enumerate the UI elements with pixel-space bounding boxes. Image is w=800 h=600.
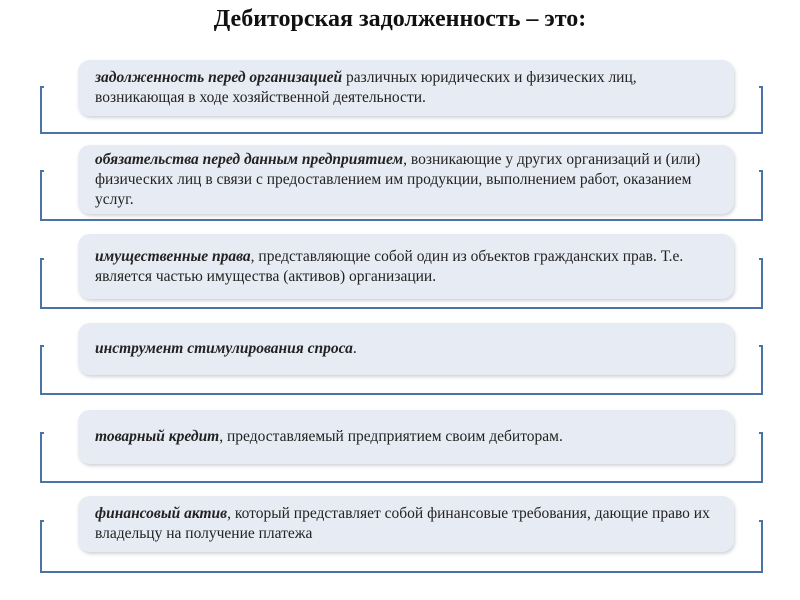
definition-card [78,410,734,464]
definition-card [78,234,734,299]
definition-term: имущественные права [95,247,251,265]
definition-description: , представляющие собой один из объектов гражданских прав. Т.е. является частью имущества (активов) организации. [95,247,684,285]
definition-description: . [352,340,357,357]
definition-term: финансовый актив [95,505,228,522]
definition-text [95,68,720,108]
definition-term: обязательства перед данным предприятием [95,150,404,168]
definition-description: , который представляет собой финансовые требования, дающие право их владельцу на получение платежа [95,505,710,542]
definition-text [95,504,720,544]
definition-text [95,150,720,210]
definition-term: задолженность перед организацией [95,69,343,86]
definition-text [95,339,357,359]
definition-description: различных юридических и физических лиц, возникающая в ходе хозяйственной деятельности. [95,69,637,106]
definition-term: инструмент стимулирования спроса [95,340,353,357]
definition-text [95,427,563,447]
definition-description: , возникающие у других организаций и (или) физических лиц в связи с предоставлением им продукции, выполнением работ, оказанием услуг. [95,150,701,208]
slide-title: Дебиторская задолженность – это: [213,6,587,32]
definition-card [78,145,734,214]
definition-card [78,496,734,552]
definition-card [78,323,734,375]
definition-description: , предоставляемый предприятием своим дебиторам. [219,428,563,445]
definition-term: товарный кредит [95,428,220,445]
definition-card [78,60,734,116]
definition-text [95,247,720,287]
